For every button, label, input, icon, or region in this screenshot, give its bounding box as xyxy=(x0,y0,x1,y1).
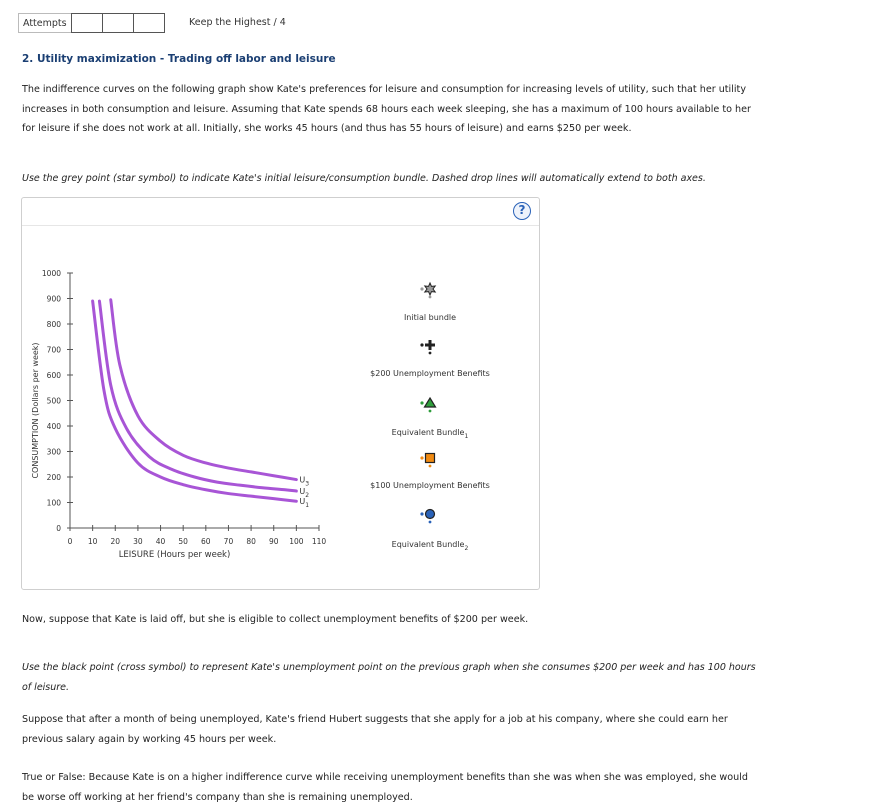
y-tick-label: 200 xyxy=(46,473,61,482)
palette-dot xyxy=(420,401,423,404)
y-tick-label: 500 xyxy=(46,396,61,406)
y-axis-label: CONSUMPTION (Dollars per week) xyxy=(31,342,40,479)
y-tick-label: 0 xyxy=(56,524,61,533)
palette-dot xyxy=(420,343,423,346)
indifference-curve-u3 xyxy=(111,300,297,480)
circle-icon xyxy=(426,510,435,519)
x-tick-label: 0 xyxy=(67,537,73,546)
layoff-paragraph: Now, suppose that Kate is laid off, but she is eligible to collect unemployment benefits of $200 per week. xyxy=(22,614,529,625)
indifference-curve-u1 xyxy=(93,301,297,501)
attempts-row xyxy=(18,12,165,34)
attempt-box xyxy=(102,13,134,33)
star-icon xyxy=(425,283,435,295)
unemployment-100-label: $100 Unemployment Benefits xyxy=(370,481,490,490)
intro-paragraph: The indifference curves on the following graph show Kate's preferences for leisure and consumption for increasing levels of utility, such that her utility increases in both consumption and leisure. Assuming that Kate spends 68 hours each week sleeping, she has a maximum of 100 hours available to her for leisure if she does not work at all. Initially, she works 45 hours (and thus has 55 hours of leisure) and earns $250 per week. xyxy=(22,84,751,134)
x-tick-label: 60 xyxy=(201,537,211,546)
triangle-icon xyxy=(425,398,436,407)
equivalent-bundle-2-tool[interactable] xyxy=(392,510,469,553)
x-tick-label: 110 xyxy=(311,537,327,546)
y-tick-label: 600 xyxy=(46,371,61,380)
cross-icon xyxy=(425,340,435,350)
instruction-star: Use the grey point (star symbol) to indicate Kate's initial leisure/consumption bundle. Dashed drop lines will automatically extend to both axes. xyxy=(22,173,706,184)
curve-label-u1: $U_1$ xyxy=(299,497,310,510)
x-tick-label: 40 xyxy=(155,537,166,546)
unemployment-200-label: $200 Unemployment Benefits xyxy=(370,369,490,378)
unemployment-200-tool[interactable] xyxy=(370,340,490,378)
y-tick-label: 800 xyxy=(46,320,61,329)
palette-stem-dot xyxy=(429,296,432,299)
hubert-paragraph: Suppose that after a month of being unemployed, Kate's friend Hubert suggests that she apply for a job at his company, where she could earn her previous salary again by working 45 hours per week. xyxy=(22,714,728,745)
attempts-label: Attempts xyxy=(18,13,72,33)
graph-panel xyxy=(21,197,540,590)
palette-stem-dot xyxy=(429,465,432,468)
x-tick-label: 80 xyxy=(246,537,256,546)
square-icon xyxy=(426,454,435,463)
x-tick-label: 50 xyxy=(178,537,188,546)
x-tick-label: 70 xyxy=(223,537,234,546)
palette-stem-dot xyxy=(429,410,432,413)
palette-dot xyxy=(420,287,423,290)
palette-stem-dot xyxy=(429,521,432,524)
instruction-cross: Use the black point (cross symbol) to represent Kate's unemployment point on the previous graph when she consumes $200 per week and has 100 hours of leisure. xyxy=(22,662,756,693)
x-tick-label: 30 xyxy=(133,537,143,546)
graph-svg[interactable] xyxy=(22,198,539,589)
attempt-box xyxy=(133,13,165,33)
palette-stem-dot xyxy=(429,352,432,355)
x-tick-label: 10 xyxy=(87,537,98,546)
x-tick-label: 90 xyxy=(268,537,279,546)
x-tick-label: 20 xyxy=(110,537,121,546)
x-axis-label: LEISURE (Hours per week) xyxy=(118,550,231,560)
initial-bundle-label: Initial bundle xyxy=(403,313,457,322)
attempt-box xyxy=(71,13,103,33)
x-tick-label: 100 xyxy=(289,537,304,546)
y-tick-label: 1000 xyxy=(41,269,61,278)
curve-label-u3: $U_3$ xyxy=(299,475,310,488)
curve-label-u2: $U_2$ xyxy=(299,487,310,500)
y-tick-label: 300 xyxy=(46,447,61,457)
y-tick-label: 100 xyxy=(46,498,61,508)
equivalent-bundle-2-label: Equivalent Bundle$_2$ xyxy=(391,540,469,552)
equivalent-bundle-1-label: Equivalent Bundle$_1$ xyxy=(391,428,469,440)
keep-highest-label: Keep the Highest / 4 xyxy=(189,17,286,28)
equivalent-bundle-1-tool[interactable] xyxy=(392,398,469,440)
help-icon[interactable]: ? xyxy=(513,202,531,220)
y-tick-label: 900 xyxy=(46,294,61,304)
y-tick-label: 700 xyxy=(46,345,61,355)
palette-dot xyxy=(420,512,423,515)
unemployment-100-tool[interactable] xyxy=(370,454,490,491)
y-tick-label: 400 xyxy=(46,422,61,431)
true-false-paragraph: True or False: Because Kate is on a higher indifference curve while receiving unemployment benefits than she was when she was employed, she would be worse off working at her friend's company than she is remaining unemployed. xyxy=(22,772,748,803)
question-title: 2. Utility maximization - Trading off labor and leisure xyxy=(22,53,336,65)
initial-bundle-tool[interactable] xyxy=(404,283,456,322)
palette-dot xyxy=(420,456,423,459)
